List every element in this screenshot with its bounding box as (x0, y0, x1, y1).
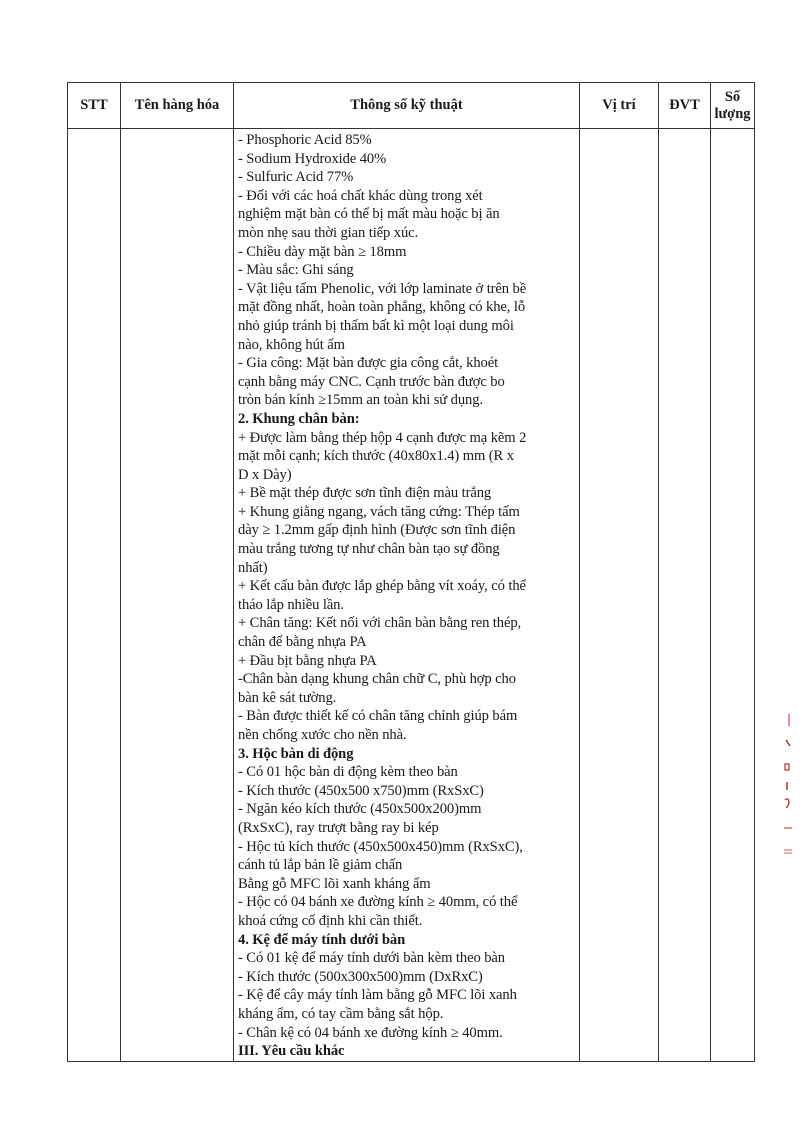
spec-line: nhỏ giúp tránh bị thấm bất kì một loại dung môi (238, 317, 514, 334)
header-stt: STT (68, 83, 121, 129)
header-product-name: Tên hàng hóa (121, 83, 234, 129)
spec-line: - Kích thước (500x300x500)mm (DxRxC) (238, 968, 483, 985)
header-quantity-line1: Số (724, 88, 741, 105)
section-heading: 4. Kệ để máy tính dưới bàn (238, 931, 406, 948)
spec-line: - Chân kệ có 04 bánh xe đường kính ≥ 40mm. (238, 1024, 503, 1041)
spec-line: - Màu sắc: Ghi sáng (238, 262, 354, 279)
spec-line: dày ≥ 1.2mm gấp định hình (Được sơn tĩnh điện (238, 522, 516, 539)
spec-line: - Hộc có 04 bánh xe đường kính ≥ 40mm, có thể (238, 894, 518, 911)
spec-line: - Ngăn kéo kích thước (450x500x200)mm (238, 801, 482, 818)
spec-line: D x Dày) (238, 466, 292, 483)
table-row (68, 129, 755, 1062)
margin-stamp-mark (780, 712, 794, 862)
spec-line: + Chân tăng: Kết nối với chân bàn bằng ren thép, (238, 615, 522, 632)
header-position: Vị trí (580, 83, 659, 129)
spec-line: + Bề mặt thép được sơn tĩnh điện màu trắng (238, 485, 492, 502)
specification-text (234, 129, 579, 1061)
product-name-cell (121, 129, 234, 1062)
section-heading: III. Yêu cầu khác (238, 1043, 345, 1060)
spec-line: - Đối với các hoá chất khác dùng trong xét (238, 187, 483, 204)
spec-line: + Kết cấu bàn được lắp ghép bằng vít xoáy, có thể (238, 578, 526, 595)
spec-line: cạnh bằng máy CNC. Cạnh trước bàn được bo (238, 373, 505, 390)
spec-line: cánh tủ lắp bản lề giảm chấn (238, 857, 403, 874)
spec-line: chân đế bằng nhựa PA (238, 634, 367, 651)
spec-line: mặt đồng nhất, hoàn toàn phẳng, không có khe, lỗ (238, 299, 526, 316)
spec-line: tròn bán kính ≥15mm an toàn khi sử dụng. (238, 392, 483, 409)
specification-table (67, 82, 755, 1062)
spec-line: - Kích thước (450x500 x750)mm (RxSxC) (238, 782, 484, 799)
spec-line: - Vật liệu tấm Phenolic, với lớp laminate ở trên bề (238, 280, 527, 297)
spec-line: mòn nhẹ sau thời gian tiếp xúc. (238, 224, 419, 241)
spec-line: nền chống xước cho nền nhà. (238, 727, 407, 743)
spec-line: màu trắng tương tự như chân bàn tạo sự đồng (238, 541, 500, 558)
spec-line: + Được làm bằng thép hộp 4 cạnh được mạ kẽm 2 (238, 429, 527, 446)
position-cell (580, 129, 659, 1062)
specification-cell (234, 129, 580, 1062)
header-quantity (711, 83, 755, 129)
spec-line: - Gia công: Mặt bàn được gia công cắt, khoét (238, 355, 499, 372)
spec-line: kháng ẩm, có tay cầm bằng sắt hộp. (238, 1005, 444, 1022)
spec-line: khoá cứng cố định khi cần thiết. (238, 912, 423, 929)
header-unit: ĐVT (659, 83, 711, 129)
spec-line: + Khung giằng ngang, vách tăng cứng: Thép tấm (238, 503, 520, 520)
spec-line: Bằng gỗ MFC lõi xanh kháng ẩm (238, 875, 431, 892)
spec-line: nào, không hút ẩm (238, 336, 345, 353)
section-heading: 3. Hộc bàn di động (238, 745, 354, 762)
spec-line: - Hộc tủ kích thước (450x500x450)mm (RxSxC), (238, 838, 523, 855)
spec-line: (RxSxC), ray trượt bằng ray bi kép (238, 819, 439, 836)
table-header-row (68, 83, 755, 129)
spec-line: bàn kê sát tường. (238, 689, 337, 706)
spec-line: -Chân bàn dạng khung chân chữ C, phù hợp cho (238, 671, 516, 688)
spec-line: - Có 01 hộc bàn di động kèm theo bàn (238, 764, 458, 781)
header-specification: Thông số kỹ thuật (234, 83, 580, 129)
spec-line: - Có 01 kệ để máy tính dưới bàn kèm theo bàn (238, 950, 505, 967)
spec-line: nhất) (238, 559, 268, 576)
spec-line: nghiệm mặt bàn có thể bị mất màu hoặc bị ăn (238, 206, 500, 223)
spec-line: - Chiều dày mặt bàn ≥ 18mm (238, 243, 407, 260)
spec-line: - Sodium Hydroxide 40% (238, 150, 387, 167)
spec-line: - Phosphoric Acid 85% (238, 132, 372, 148)
stamp-fragment-icon (780, 712, 794, 862)
stt-cell (68, 129, 121, 1062)
spec-line: mặt mỗi cạnh; kích thước (40x80x1.4) mm (R x (238, 448, 514, 465)
spec-line: tháo lắp nhiều lần. (238, 596, 344, 613)
spec-line: - Kệ để cây máy tính làm bằng gỗ MFC lõi xanh (238, 987, 517, 1004)
unit-cell (659, 129, 711, 1062)
spec-line: - Sulfuric Acid 77% (238, 169, 354, 186)
header-quantity-line2: lượng (714, 105, 751, 122)
spec-line: + Đầu bịt bằng nhựa PA (238, 652, 377, 669)
section-heading: 2. Khung chân bàn: (238, 410, 360, 427)
spec-line: - Bàn được thiết kế có chân tăng chỉnh giúp bám (238, 708, 518, 725)
quantity-cell (711, 129, 755, 1062)
